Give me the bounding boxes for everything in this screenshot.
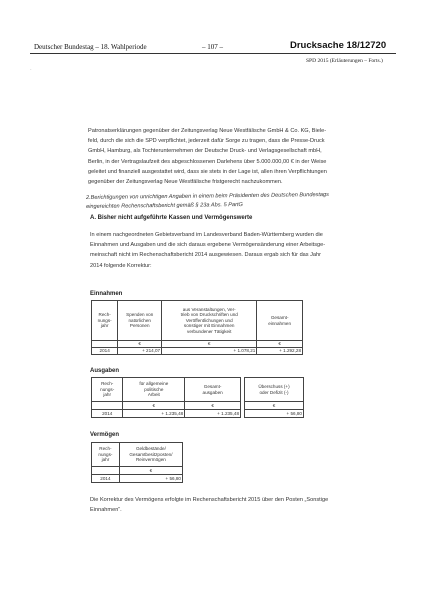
einnahmen-header-gesamt: Gesamt- einnahmen — [257, 301, 303, 341]
einnahmen-header-veranstaltungen: aus Veranstaltungen, Ver- trieb von Druckschriften und Veröffentlichungen und sonstiger mit Einnahmen verbundener Tätigkeit — [162, 301, 257, 341]
vermoegen-table — [91, 442, 183, 483]
ausgaben-header-gesamt: Gesamt- ausgaben — [185, 378, 241, 402]
intro-line: feld, durch die sich die SPD verpflichtet, jederzeit dafür Sorge zu tragen, dass die Presse-Druck — [88, 138, 325, 145]
vermoegen-value: + 56,80 — [119, 475, 182, 483]
ueberschuss-unit: € — [245, 402, 304, 410]
einnahmen-header-spenden: Spenden von natürlichen Personen — [118, 301, 162, 341]
subheader: SPD 2015 (Erläuterungen – Forts.) — [306, 58, 383, 64]
ausgaben-table — [91, 377, 241, 418]
ausgaben-unit: € — [185, 402, 241, 410]
einnahmen-unit: € — [118, 341, 162, 348]
ueberschuss-value: + 56,80 — [245, 410, 304, 418]
einnahmen-header-year: Rech- nungs- jahr — [92, 301, 118, 341]
einnahmen-title: Einnahmen — [90, 291, 123, 297]
einnahmen-spenden-value: + 214,07 — [118, 348, 162, 355]
ausgaben-unit-empty — [92, 402, 123, 410]
section-a-heading: A. Bisher nicht aufgeführte Kassen und Vermögenswerte — [90, 215, 253, 221]
einnahmen-gesamt-value: + 1.292,28 — [257, 348, 303, 355]
body-line: 2014 folgende Korrektur: — [90, 262, 152, 269]
ausgaben-year: 2014 — [92, 410, 123, 418]
footer-line: Die Korrektur des Vermögens erfolgte im Rechenschaftsbericht 2015 über den Posten „Sonstige — [90, 497, 329, 503]
ausgaben-header-year: Rech- nungs- jahr — [92, 378, 123, 402]
body-line: In einem nachgeordneten Gebietsverband im Landesverband Baden-Württemberg wurden die — [90, 232, 323, 238]
section-2-line: 2.Berichtigungen von unrichtigen Angaben in einem beim Präsidenten des Deutschen Bundestags — [85, 191, 329, 201]
ueberschuss-header: Überschuss (+) oder Defizit (-) — [245, 378, 304, 402]
vermoegen-title: Vermögen — [90, 432, 120, 438]
section-2-line: eingereichten Rechenschaftsbericht gemäß § 23a Abs. 5 PartG — [86, 201, 243, 210]
ausgaben-unit: € — [123, 402, 185, 410]
margin-mark: . — [30, 66, 32, 72]
intro-line: Berlin, in der Vertragslaufzeit des abgeschlossenen Darlehens über 5.000.000,00 € in der Weise — [88, 158, 327, 165]
vermoegen-header-geldbestaende: Geldbestände/ Gesamtbesitzposten/ Reinvermögen — [119, 443, 182, 467]
document-number: Drucksache 18/12720 — [290, 40, 387, 51]
intro-paragraph — [88, 126, 408, 187]
ausgaben-politische-arbeit-value: + 1.235,48 — [123, 410, 185, 418]
intro-line: Patronatserklärungen gegenüber der Zeitungsverlag Neue Westfälische GmbH & Co. KG, Biele- — [88, 128, 327, 134]
intro-line: gegenüber der Zeitungsverlag Neue Westfälische fristgerecht nachzukommen. — [88, 179, 283, 186]
footer-line: Einnahmen“. — [90, 507, 122, 514]
einnahmen-unit: € — [162, 341, 257, 348]
body-line: Einnahmen und Ausgaben und die sich daraus ergebene Vermögensänderung einer Arbeitsge- — [90, 242, 326, 249]
intro-line: GmbH, Hamburg, als Tochterunternehmen der Deutsche Druck- und Verlagsgesellschaft mbH, — [88, 148, 322, 155]
einnahmen-year: 2014 — [92, 348, 118, 355]
header-rule — [30, 53, 396, 54]
einnahmen-unit-empty — [92, 341, 118, 348]
vermoegen-unit: € — [119, 467, 182, 475]
footer-paragraph — [90, 495, 410, 515]
section-a-body — [90, 230, 408, 271]
vermoegen-year: 2014 — [92, 475, 120, 483]
body-line: meinschaft nicht im Rechenschaftsbericht 2014 ausgewiesen. Daraus ergab sich für das Jahr — [90, 252, 322, 259]
einnahmen-table — [91, 300, 303, 355]
ausgaben-title: Ausgaben — [90, 368, 120, 374]
section-2-heading — [86, 190, 406, 211]
page-number: – 107 – — [202, 43, 223, 51]
einnahmen-veranstaltungen-value: + 1.078,21 — [162, 348, 257, 355]
intro-line: geleitet und finanziell ausgestattet wird, dass sie stets in der Lage ist, allen ihren Verpflichtungen — [88, 168, 327, 175]
vermoegen-header-year: Rech- nungs- jahr — [92, 443, 120, 467]
parliament-label: Deutscher Bundestag – 18. Wahlperiode — [34, 43, 147, 51]
ueberschuss-table — [244, 377, 304, 418]
vermoegen-unit-empty — [92, 467, 120, 475]
ausgaben-gesamt-value: + 1.235,48 — [185, 410, 241, 418]
ausgaben-header-politische-arbeit: für allgemeine politische Arbeit — [123, 378, 185, 402]
einnahmen-unit: € — [257, 341, 303, 348]
